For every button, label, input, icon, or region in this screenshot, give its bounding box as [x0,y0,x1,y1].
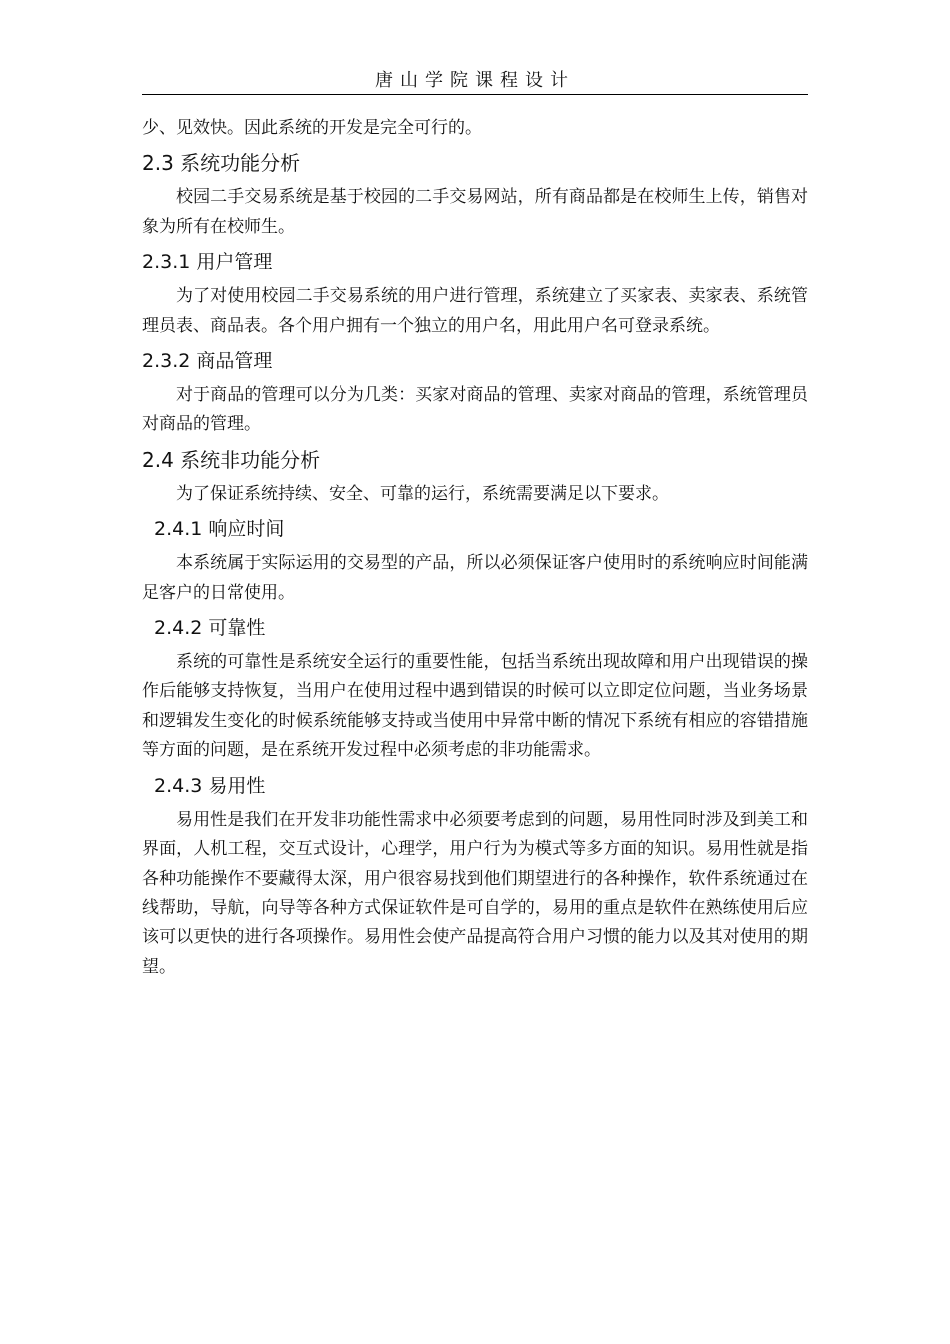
subsection-heading: 2.3.1 用户管理 [142,251,273,274]
body-paragraph: 对于商品的管理可以分为几类：买家对商品的管理、卖家对商品的管理，系统管理员对商品的管理。 [142,385,808,435]
body-paragraph: 少、见效快。因此系统的开发是完全可行的。 [142,118,482,138]
body-paragraph: 校园二手交易系统是基于校园的二手交易网站，所有商品都是在校师生上传，销售对象为所有在校师生。 [142,187,808,237]
body-paragraph: 易用性是我们在开发非功能性需求中必须要考虑到的问题，易用性同时涉及到美工和界面，人机工程，交互式设计，心理学，用户行为为模式等多方面的知识。易用性就是指各种功能操作不要藏得太深，用户很容易找到他们期望进行的各种操作，软件系统通过在线帮助，导航，向导等各种方式保证软件是可自学的，易用的重点是软件在熟练使用后应该可以更快的进行各项操作。易用性会使产品提高符合用户习惯的能力以及其对使用的期望。 [142,809,808,977]
subsection-heading: 2.4.2 可靠性 [154,617,266,640]
subsection-heading: 2.4.1 响应时间 [154,518,285,541]
body-paragraph: 本系统属于实际运用的交易型的产品，所以必须保证客户使用时的系统响应时间能满足客户的日常使用。 [142,553,808,603]
body-paragraph: 为了对使用校园二手交易系统的用户进行管理，系统建立了买家表、卖家表、系统管理员表、商品表。各个用户拥有一个独立的用户名，用此用户名可登录系统。 [142,286,808,336]
subsection-heading: 2.4.3 易用性 [154,774,266,797]
page-header-title: 唐山学院课程设计 [375,70,575,91]
subsection-heading: 2.3.2 商品管理 [142,350,273,373]
document-body [142,114,808,982]
section-heading: 2.4 系统非功能分析 [142,447,321,472]
body-paragraph: 为了保证系统持续、安全、可靠的运行，系统需要满足以下要求。 [176,483,669,504]
section-heading: 2.3 系统功能分析 [142,151,301,176]
header-divider [142,94,808,95]
body-paragraph: 系统的可靠性是系统安全运行的重要性能，包括当系统出现故障和用户出现错误的操作后能够支持恢复，当用户在使用过程中遇到错误的时候可以立即定位问题，当业务场景和逻辑发生变化的时候系统能够支持或当使用中异常中断的情况下系统有相应的容错措施等方面的问题，是在系统开发过程中必须考虑的非功能需求。 [142,652,808,761]
